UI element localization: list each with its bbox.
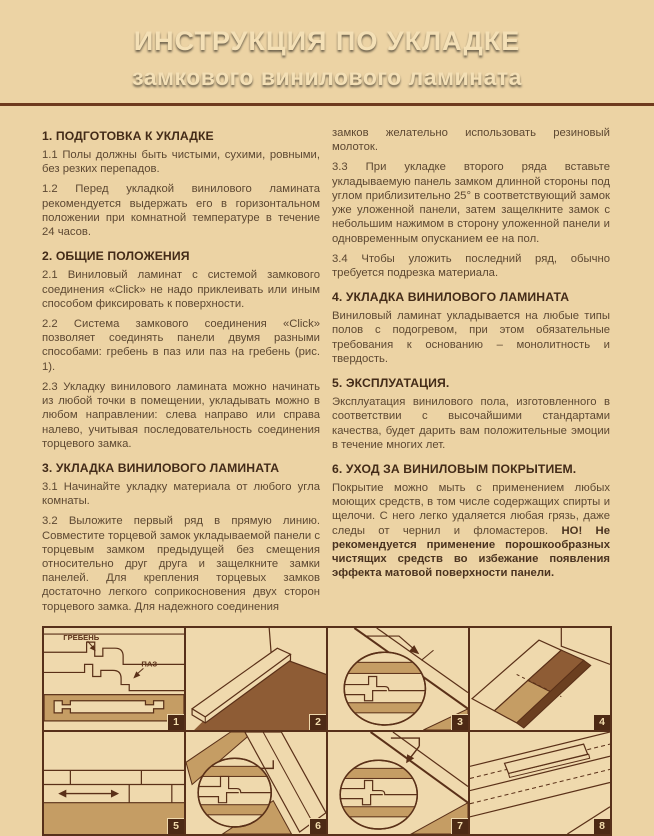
- care-text: Покрытие можно мыть с применением любых моющих средств, в том числе содержащих спирты и щелочи. С него легко удаляется любая грязь, даже следы от чернил и фломастеров.: [332, 481, 610, 537]
- figure-5-badge: 5: [167, 818, 184, 834]
- section-heading-5: 5. ЭКСПЛУАТАЦИЯ.: [332, 376, 450, 391]
- paragraph-5: Эксплуатация винилового пола, изготовленного в соответствии с высочайшими стандартами качества, будет дарить вам положительные эмоции в течение многих лет.: [332, 396, 610, 451]
- section-heading-4: 4. УКЛАДКА ВИНИЛОВОГО ЛАМИНАТА: [332, 290, 570, 305]
- figure-4: [470, 628, 610, 730]
- page-subtitle: замкового винилового ламината: [132, 64, 522, 90]
- figure-1: [44, 628, 184, 730]
- paragraph-3-3: 3.3 При укладке второго ряда вставьте укладываемую панель замком длинной стороны под углом приблизительно 25° в соответствующий замок уже уложенной панели, затем защелкните замок с небольшим нажимом в сторону уложенной панели и одновременным опусканием ее на пол.: [332, 161, 610, 245]
- section-heading-1: 1. ПОДГОТОВКА К УКЛАДКЕ: [42, 129, 214, 143]
- section-heading-3: 3. УКЛАДКА ВИНИЛОВОГО ЛАМИНАТА: [42, 460, 280, 475]
- paragraph-2-2: 2.2 Система замкового соединения «Click» позволяет соединять панели двумя разными способами: гребень в паз или паз на гребень (рис. 1).: [42, 317, 320, 373]
- left-column: [42, 126, 320, 620]
- figure-5: [44, 732, 184, 834]
- joined-panels-illustration: [470, 628, 610, 730]
- paragraph-3-1: 3.1 Начинайте укладку материала от любого угла комнаты.: [42, 480, 320, 508]
- wood-header: [0, 0, 654, 106]
- figure-8-badge: 8: [593, 818, 610, 834]
- figure-2: [186, 628, 326, 730]
- press-lower-detail-illustration: [328, 732, 468, 834]
- groove-label: ПАЗ: [141, 659, 158, 669]
- click-lock-detail-illustration: [328, 628, 468, 730]
- section-heading-2: 2. ОБЩИЕ ПОЛОЖЕНИЯ: [42, 249, 190, 264]
- panel-on-floor-illustration: [186, 628, 326, 730]
- figure-4-badge: 4: [593, 714, 610, 730]
- figure-2-badge: 2: [309, 714, 326, 730]
- tongue-label: ГРЕБЕНЬ: [63, 633, 100, 643]
- figure-7: [328, 732, 468, 834]
- paragraph-6: [332, 481, 610, 581]
- care-warning-bold: НО! Не рекомендуется применение порошкообразных чистящих средств во избежание появления эффекта матовой поверхности панели.: [332, 524, 610, 580]
- instruction-body: [0, 106, 654, 620]
- paragraph-4: Виниловый ламинат укладывается на любые типы полов с подогревом, при этом обязательные требования к основанию – монолитность и твердость.: [332, 310, 610, 365]
- paragraph-2-1: 2.1 Виниловый ламинат с системой замкового соединения «Click» не надо приклеивать или иным способом фиксировать к поверхности.: [42, 269, 320, 310]
- figures-grid: [42, 626, 612, 836]
- figure-3-badge: 3: [451, 714, 468, 730]
- paragraph-1-1: 1.1 Полы должны быть чистыми, сухими, ровными, без резких перепадов.: [42, 149, 320, 176]
- last-row-cut-illustration: [470, 732, 610, 834]
- right-column: [332, 126, 610, 620]
- lock-profiles-illustration: [44, 628, 184, 730]
- page-title: ИНСТРУКЦИЯ ПО УКЛАДКЕ: [133, 26, 521, 56]
- figure-7-badge: 7: [451, 818, 468, 834]
- figure-6: [186, 732, 326, 834]
- figure-1-badge: 1: [167, 714, 184, 730]
- paragraph-3-2: 3.2 Выложите первый ряд в прямую линию. Совместите торцевой замок укладываемой панели с торцевым замком предыдущей без смещения относительно друг друга и защелкните замки панелей. Для крепления торцевых замков достаточно легкого соприкосновения двух сторон торцевого замка. Для надежного соединения: [42, 515, 320, 613]
- paragraph-1-2: 1.2 Перед укладкой винилового ламината рекомендуется выдержать его в горизонтальном положении при комнатной температуре в течение 24 часов.: [42, 183, 320, 239]
- paragraph-3-2-continued: замков желательно использовать резиновый молоток.: [332, 127, 610, 154]
- section-heading-6: 6. УХОД ЗА ВИНИЛОВЫМ ПОКРЫТИЕМ.: [332, 461, 577, 476]
- figure-8: [470, 732, 610, 834]
- paragraph-2-3: 2.3 Укладку винилового ламината можно начинать из любой точки в помещении, укладывать можно в любом направлении: слева направо или справа налево, учитывая последовательность соединения торцевого замка.: [42, 380, 320, 450]
- first-row-illustration: [44, 732, 184, 834]
- figure-3: [328, 628, 468, 730]
- angle-insert-detail-illustration: [186, 732, 326, 834]
- figure-6-badge: 6: [309, 818, 326, 834]
- paragraph-3-4: 3.4 Чтобы уложить последний ряд, обычно требуется подрезка материала.: [332, 252, 610, 279]
